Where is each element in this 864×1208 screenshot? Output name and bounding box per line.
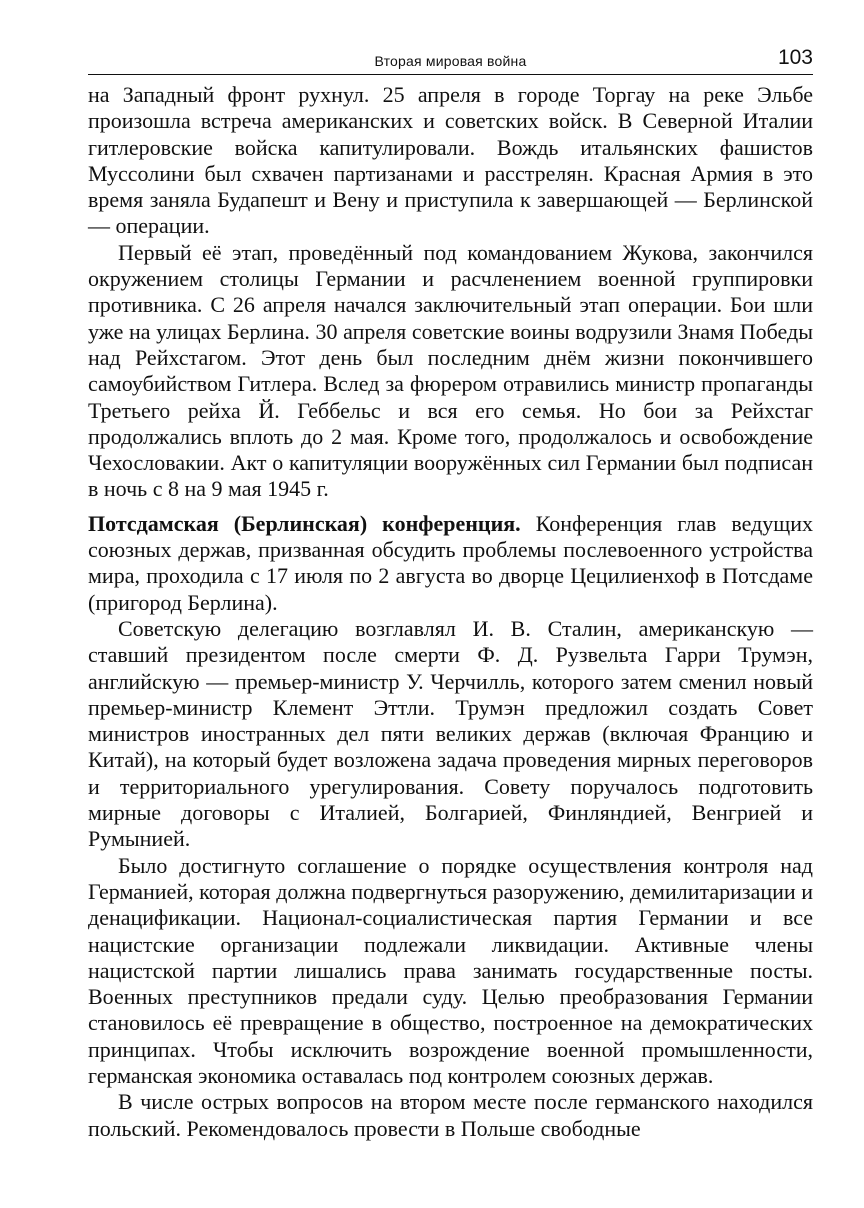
- running-header: [88, 40, 813, 75]
- paragraph-4: Советскую делегацию возглавлял И. В. Сталин, американскую — ставший президентом после смерти Ф. Д. Рузвельта Гарри Трумэн, английскую — премьер-министр У. Черчилль, которого затем сменил новый премьер-министр Клемент Эттли. Трумэн предложил создать Совет министров иностранных дел пяти великих держав (включая Францию и Китай), на который будет возложена задача проведения мирных переговоров и территориального урегулирования. Совету поручалось подготовить мирные договоры с Италией, Болгарией, Финляндией, Венгрией и Румынией.: [88, 615, 813, 852]
- section-heading-potsdam-conference: Потсдамская (Берлинская) конференция.: [88, 510, 521, 536]
- paragraph-3-text: Конференция глав ведущих союзных держав, призванная обсудить проблемы послевоенного устройства мира, проходила с 17 июля по 2 августа во дворце Цецилиенхоф в Потсдаме (пригород Берлина).: [88, 510, 813, 615]
- body-text: [88, 82, 813, 1142]
- running-title: Вторая мировая война: [374, 53, 527, 69]
- book-page: [88, 40, 813, 1142]
- paragraph-2: Первый её этап, проведённый под командованием Жукова, закончился окружением столицы Германии и расчленением военной группировки противника. С 26 апреля начался заключительный этап операции. Бои шли уже на улицах Берлина. 30 апреля советские воины водрузили Знамя Победы над Рейхстагом. Этот день был последним днём жизни покончившего самоубийством Гитлера. Вслед за фюрером отравились министр пропаганды Третьего рейха Й. Геббельс и вся его семья. Но бои за Рейхстаг продолжались вплоть до 2 мая. Кроме того, продолжалось и освобождение Чехословакии. Акт о капитуляции вооружённых сил Германии был подписан в ночь с 8 на 9 мая 1945 г.: [88, 239, 813, 502]
- paragraph-6: В числе острых вопросов на втором месте после германского находился польский. Рекомендовалось провести в Польше свободные: [88, 1089, 813, 1141]
- paragraph-5: Было достигнуто соглашение о порядке осуществления контроля над Германией, которая должна подвергнуться разоружению, демилитаризации и денацификации. Национал-социалистическая партия Германии и все нацистские организации подлежали ликвидации. Активные члены нацистской партии лишались права занимать государственные посты. Военных преступников предали суду. Целью преобразования Германии становилось её превращение в общество, построенное на демократических принципах. Чтобы исключить возрождение военной промышленности, германская экономика оставалась под контролем союзных держав.: [88, 852, 813, 1088]
- paragraph-3: [88, 511, 813, 616]
- paragraph-1: на Западный фронт рухнул. 25 апреля в городе Торгау на реке Эльбе произошла встреча американских и советских войск. В Северной Италии гитлеровские войска капитулировали. Вождь итальянских фашистов Муссолини был схвачен партизанами и расстрелян. Красная Армия в это время заняла Будапешт и Вену и приступила к завершающей — Берлинской — операции.: [88, 82, 813, 239]
- page-number: 103: [777, 46, 813, 69]
